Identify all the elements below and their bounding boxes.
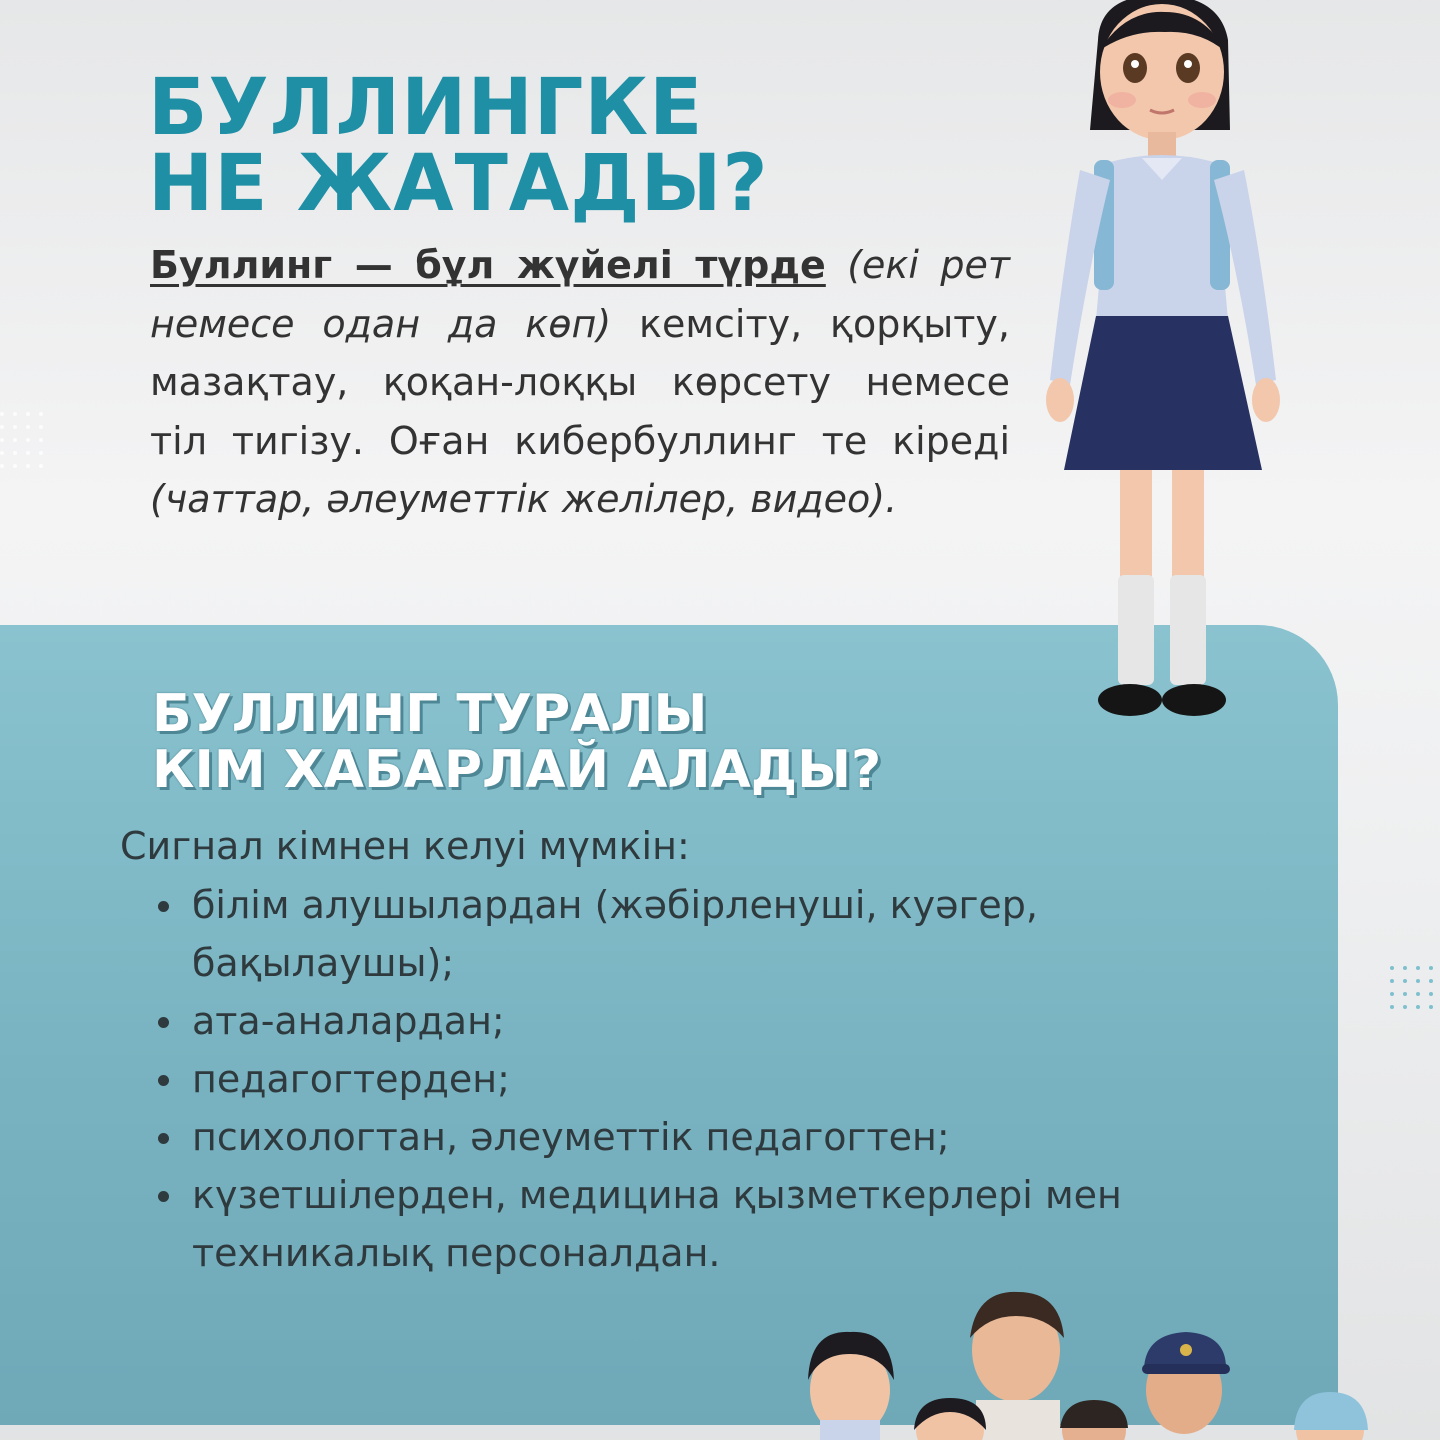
schoolgirl-illustration xyxy=(1030,0,1330,730)
list-item: ата-аналардан; xyxy=(150,992,1150,1050)
panel-title xyxy=(152,686,881,798)
list-item: психологтан, әлеуметтік педагогтен; xyxy=(150,1108,1150,1166)
main-title-line1: БУЛЛИНГКЕ xyxy=(148,63,704,153)
definition-paragraph xyxy=(150,236,1010,529)
definition-note-cyber: (чаттар, әлеуметтік желілер, видео). xyxy=(150,477,898,521)
main-title-line2: НЕ ЖАТАДЫ? xyxy=(148,139,769,229)
decorative-dots-right xyxy=(1390,966,1440,1009)
main-title xyxy=(148,63,769,229)
signal-sources-list xyxy=(150,876,1150,1282)
definition-note-frequency: (екі рет немесе одан да көп) xyxy=(150,243,1010,346)
school-staff-group-illustration xyxy=(790,1280,1390,1440)
panel-title-line1: БУЛЛИНГ ТУРАЛЫ xyxy=(152,684,708,744)
list-item: білім алушылардан (жәбірленуші, куәгер, бақылаушы); xyxy=(150,876,1150,992)
decorative-dots-left xyxy=(0,412,43,468)
definition-body: кемсіту, қорқыту, мазақтау, қоқан-лоққы көрсету немесе тіл тигізу. Оған кибербуллинг те кіреді xyxy=(150,301,1010,463)
list-item: педагогтерден; xyxy=(150,1050,1150,1108)
signal-intro: Сигнал кімнен келуі мүмкін: xyxy=(120,824,690,868)
definition-lead: Буллинг — бұл жүйелі түрде xyxy=(150,243,826,287)
list-item: күзетшілерден, медицина қызметкерлері мен техникалық персоналдан. xyxy=(150,1166,1150,1282)
panel-title-line2: КІМ ХАБАРЛАЙ АЛАДЫ? xyxy=(152,740,882,800)
